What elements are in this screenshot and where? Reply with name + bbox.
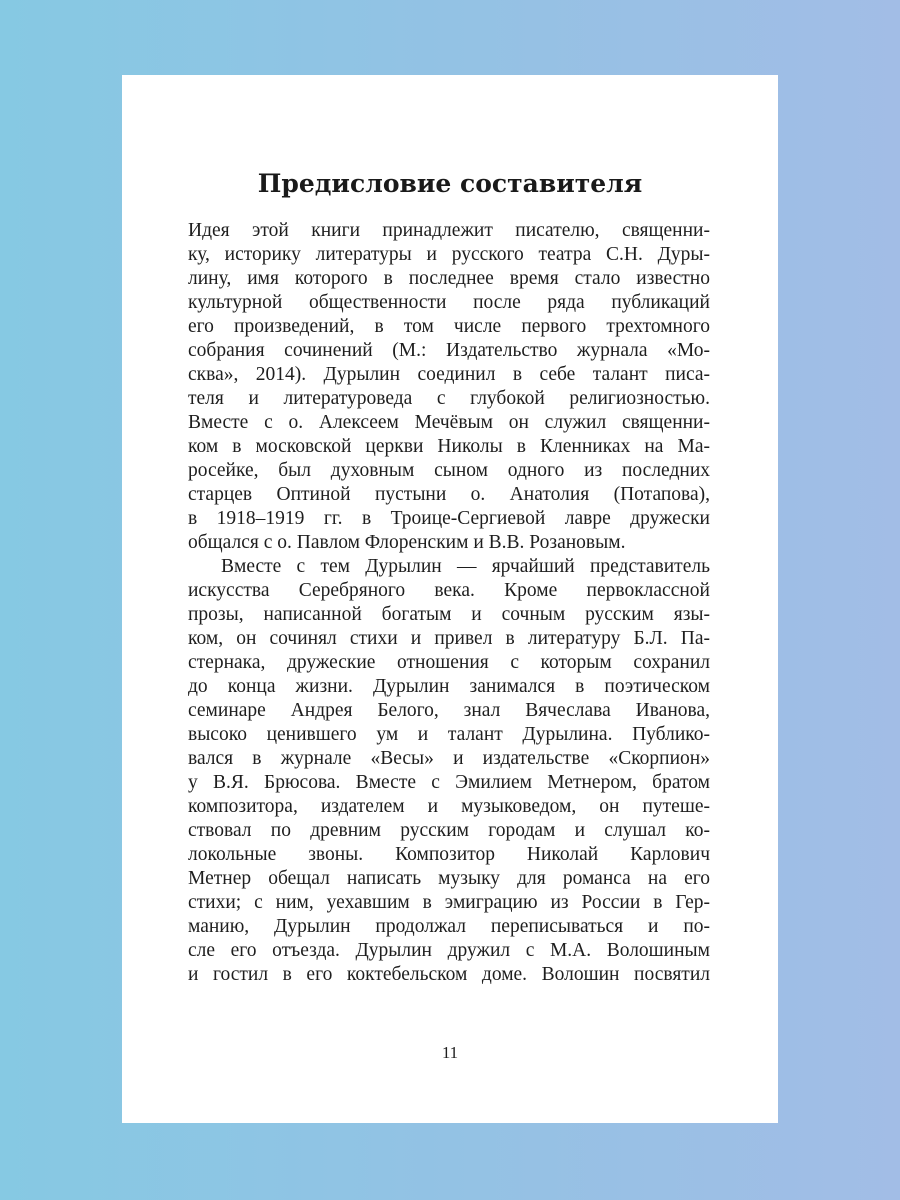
- text-line: сква», 2014). Дурылин соединил в себе талант писа-: [188, 364, 710, 385]
- text-line: в 1918–1919 гг. в Троице-Сергиевой лавре дружески: [188, 508, 710, 529]
- text-line: Метнер обещал написать музыку для романса на его: [188, 868, 710, 889]
- body-text: [188, 219, 710, 987]
- book-page: [122, 75, 778, 1123]
- text-line: ствовал по древним русским городам и слушал ко-: [188, 820, 710, 841]
- text-line: прозы, написанной богатым и сочным русским язы-: [188, 604, 710, 625]
- text-line: локольные звоны. Композитор Николай Карлович: [188, 844, 710, 865]
- text-line: семинаре Андрея Белого, знал Вячеслава Иванова,: [188, 700, 710, 721]
- text-line: у В.Я. Брюсова. Вместе с Эмилием Метнером, братом: [188, 772, 710, 793]
- text-line: Вместе с о. Алексеем Мечёвым он служил священни-: [188, 412, 710, 433]
- text-line: Вместе с тем Дурылин — ярчайший представитель: [221, 556, 710, 577]
- text-line: собрания сочинений (М.: Издательство журнала «Мо-: [188, 340, 710, 361]
- paragraph-1: [188, 219, 710, 555]
- paragraph-2: [188, 555, 710, 987]
- text-line: теля и литературоведа с глубокой религиозностью.: [188, 388, 710, 409]
- text-line: Идея этой книги принадлежит писателю, священни-: [188, 220, 710, 241]
- text-line: искусства Серебряного века. Кроме первоклассной: [188, 580, 710, 601]
- text-line: вался в журнале «Весы» и издательстве «Скорпион»: [188, 748, 710, 769]
- text-line: композитора, издателем и музыковедом, он путеше-: [188, 796, 710, 817]
- text-line: и гостил в его коктебельском доме. Волошин посвятил: [188, 964, 710, 985]
- text-line: его произведений, в том числе первого трехтомного: [188, 316, 710, 337]
- text-line: старцев Оптиной пустыни о. Анатолия (Потапова),: [188, 484, 710, 505]
- page-number: 11: [441, 1043, 459, 1062]
- text-line: лину, имя которого в последнее время стало известно: [188, 268, 710, 289]
- text-line: росейке, был духовным сыном одного из последних: [188, 460, 710, 481]
- text-line: ком, он сочинял стихи и привел в литературу Б.Л. Па-: [188, 628, 710, 649]
- text-line: стернака, дружеские отношения с которым сохранил: [188, 652, 710, 673]
- text-line: общался с о. Павлом Флоренским и В.В. Розановым.: [188, 532, 626, 553]
- text-line: ку, историку литературы и русского театра С.Н. Дуры-: [188, 244, 710, 265]
- text-line: сле его отъезда. Дурылин дружил с М.А. Волошиным: [188, 940, 710, 961]
- text-line: ком в московской церкви Николы в Кленниках на Ма-: [188, 436, 710, 457]
- text-line: манию, Дурылин продолжал переписываться и по-: [188, 916, 710, 937]
- page-title: Предисловие составителя: [257, 169, 643, 198]
- text-line: стихи; с ним, уехавшим в эмиграцию из России в Гер-: [188, 892, 710, 913]
- text-line: высоко ценившего ум и талант Дурылина. Публико-: [188, 724, 710, 745]
- text-line: культурной общественности после ряда публикаций: [188, 292, 710, 313]
- text-line: до конца жизни. Дурылин занимался в поэтическом: [188, 676, 710, 697]
